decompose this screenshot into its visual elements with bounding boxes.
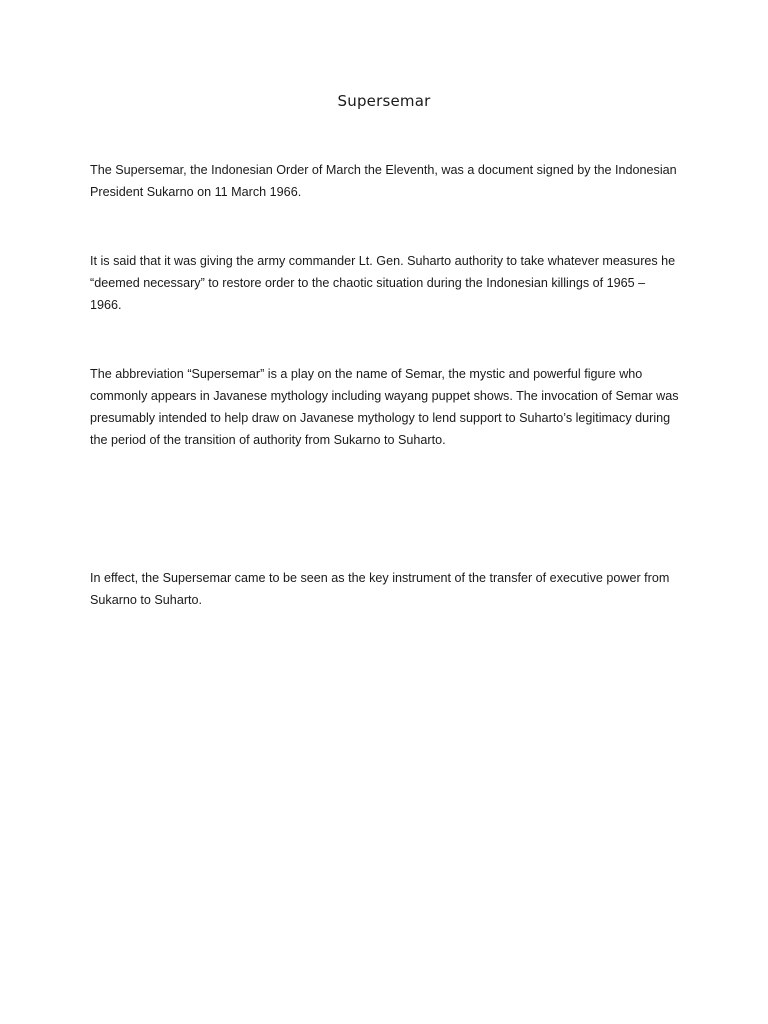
paragraph-4: In effect, the Supersemar came to be seen as the key instrument of the transfer of executive power from Sukarno to Suharto. <box>90 571 670 607</box>
paragraph-3: The abbreviation “Supersemar” is a play on the name of Semar, the mystic and powerful figure who commonly appears in Javanese mythology including wayang puppet shows. The invocation of Semar was presumably intended to help draw on Javanese mythology to lend support to Suharto’s legitimacy during the period of the transition of authority from Sukarno to Suharto. <box>90 367 679 447</box>
paragraph-1: The Supersemar, the Indonesian Order of March the Eleventh, was a document signed by the Indonesian President Sukarno on 11 March 1966. <box>90 163 677 199</box>
paragraph-2: It is said that it was giving the army commander Lt. Gen. Suharto authority to take whatever measures he “deemed necessary” to restore order to the chaotic situation during the Indonesian killings of 1965 – 1966. <box>90 254 676 312</box>
document-title: Supersemar <box>337 92 431 110</box>
